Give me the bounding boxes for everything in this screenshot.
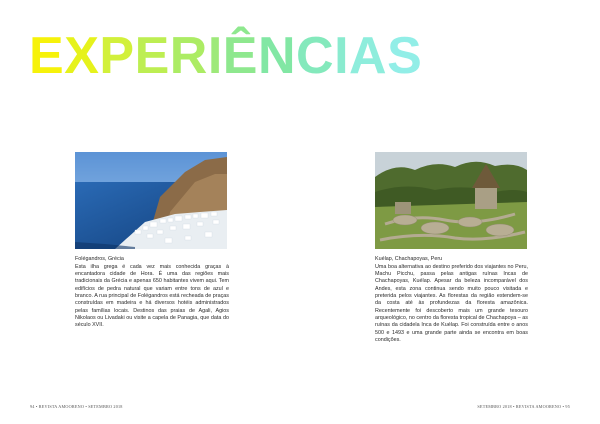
title-letter: E	[134, 27, 170, 85]
title-letter: X	[64, 27, 100, 85]
title-letter: P	[99, 27, 135, 85]
title-letter: I	[334, 27, 350, 85]
title-letter: N	[257, 27, 297, 85]
title-letter: S	[387, 27, 423, 85]
title-letter: Ê	[222, 27, 258, 85]
kuelap-caption	[375, 256, 528, 344]
kuelap-photo	[375, 152, 527, 249]
kuelap-place: Kuélap, Chachapoyas, Peru	[375, 256, 443, 262]
title-letter: E	[29, 27, 65, 85]
title-letter: I	[207, 27, 223, 85]
page-title	[29, 26, 422, 86]
title-letter: A	[349, 27, 388, 85]
folegandros-body: Esta ilha grega é cada vez mais conhecida graças à encantadora cidade de Hora. É uma das regiões mais tradicionais da Grécia e apenas 650 habitantes vivem aqui. Tem edifícios de pedra natural que variam entre tons de azul e branco. A rua principal de Folégandros está recheada de praças construídas em madeira e há diversos hotéis administrados pelas famílias locais. Destinos das praias de Agali, Agios Nikolaos ou Livadaki ou visite a capela de Panagia, que data do século XVII.	[75, 263, 229, 329]
kuelap-body: Uma boa alternativa ao destino preferido dos viajantes no Peru, Machu Picchu, passa pelas antigas ruínas Incas de Chachapoyas, Kuélap. Apesar da beleza incomparável dos Andes, esta zona continua sendo muito pouco visitada e preterida pelos viajantes. As florestas da região estendem-se da costa até às profundezas da floresta amazônica. Recentemente foi descoberto mais um grande tesouro arqueológico, no centro da floresta tropical de Chachapoya – as ruínas da cidadela Inca de Kuélap. Foi construída entre o anos 500 e 1493 e uma grande parte ainda se encontra em boas condições.	[375, 263, 528, 343]
title-letter: R	[169, 27, 208, 85]
title-letter: C	[296, 27, 335, 85]
folegandros-photo	[75, 152, 227, 249]
folegandros-place: Folégandros, Grécia	[75, 256, 124, 262]
footer-left: 94 • REVISTA AMOORENO • SETEMBRO 2018	[30, 404, 123, 409]
folegandros-caption	[75, 256, 229, 330]
footer-right: SETEMBRO 2018 • REVISTA AMOORENO • 95	[477, 404, 570, 409]
